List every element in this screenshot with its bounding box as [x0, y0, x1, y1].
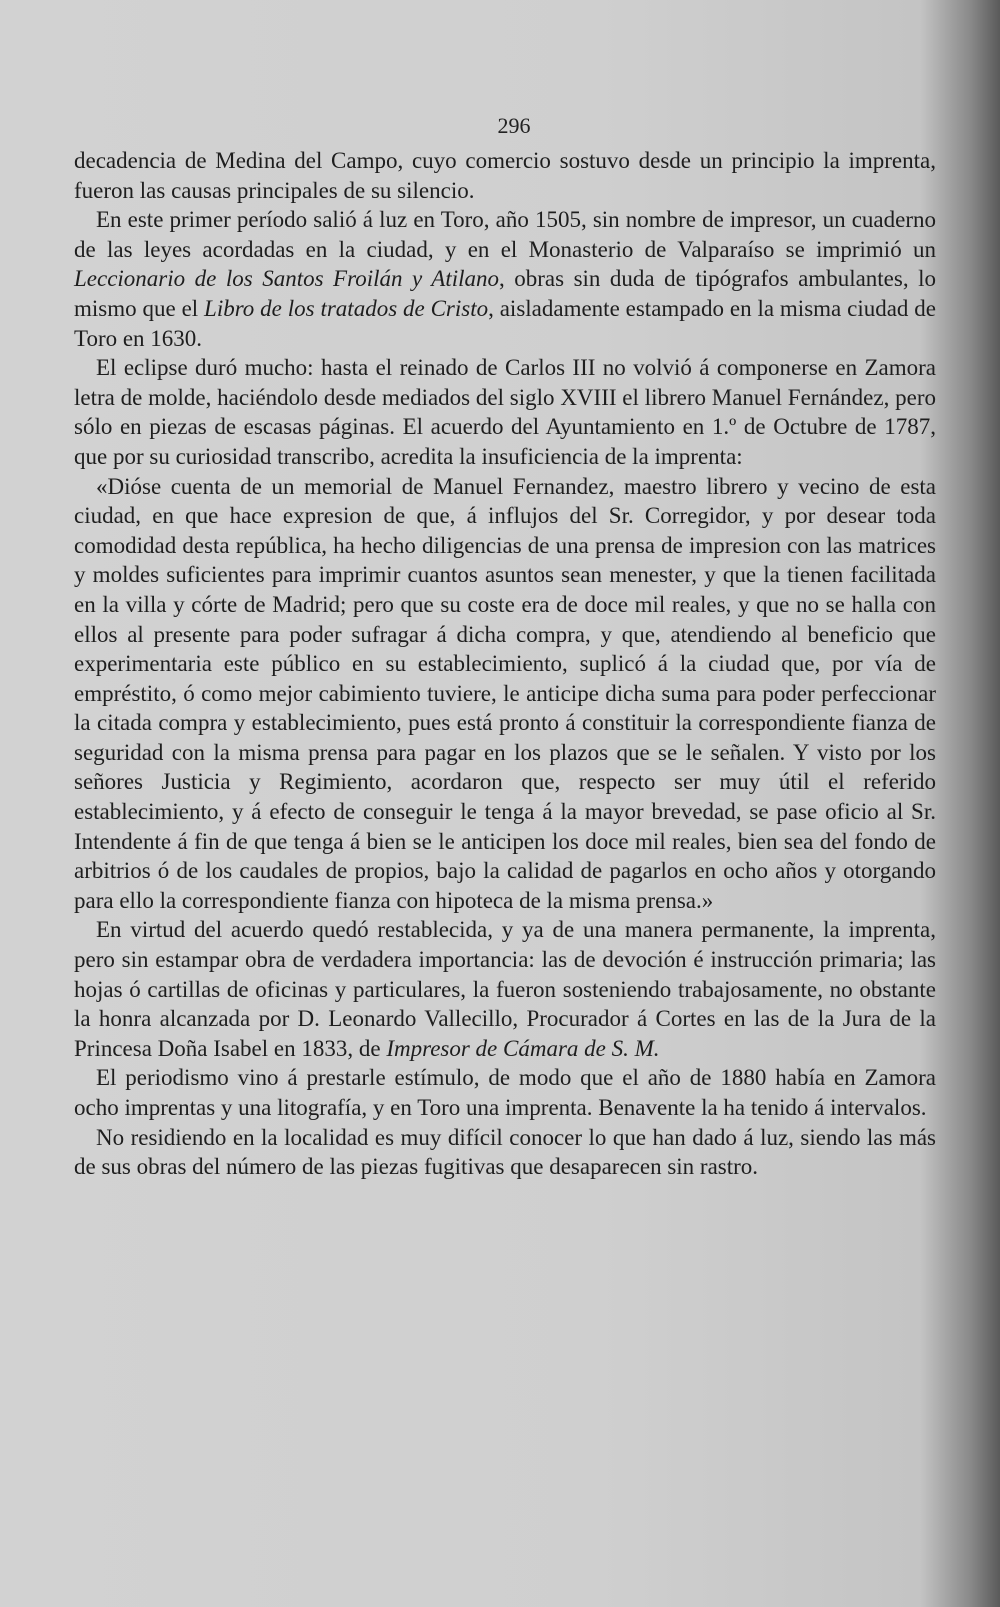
paragraph-2: En este primer período salió á luz en Toro, año 1505, sin nombre de impresor, un cuaderno de las leyes acordadas en la ciudad, y en el Monasterio de Valparaíso se imprimió un Leccionario de los Santos Froilán y Atilano, obras sin duda de tipógrafos ambulantes, lo mismo que el Libro de los tratados de Cristo, aisladamente estampado en la misma ciudad de Toro en 1630. — [74, 207, 936, 351]
paragraph-6: El periodismo vino á prestarle estímulo, de modo que el año de 1880 había en Zamora ocho imprentas y una litografía, y en Toro una imprenta. Benavente la ha tenido á intervalos. — [74, 1065, 936, 1120]
paragraph-3: El eclipse duró mucho: hasta el reinado de Carlos III no volvió á componerse en Zamora letra de molde, haciéndolo desde mediados del siglo XVIII el librero Manuel Fernández, pero sólo en piezas de escasas páginas. El acuerdo del Ayuntamiento en 1.º de Octubre de 1787, que por su curiosidad transcribo, acredita la insuficiencia de la imprenta: — [74, 355, 936, 469]
paragraph-7: No residiendo en la localidad es muy difícil conocer lo que han dado á luz, siendo las más de sus obras del número de las piezas fugitivas que desaparecen sin rastro. — [74, 1124, 936, 1180]
body-text — [74, 146, 936, 1182]
century-numeral: XVIII — [560, 384, 617, 410]
title-leccionario: Leccionario de los Santos Froilán y Atilano — [74, 266, 499, 292]
paragraph-quote: «Dióse cuenta de un memorial de Manuel Fernandez, maestro librero y vecino de esta ciudad, en que hace expresion de que, á influjos del Sr. Corregidor, y por desear toda comodidad desta república, ha hecho diligencias de una prensa de impresion con las matrices y moldes suficientes para imprimir cuantos asuntos sean menester, y que la tienen facilitada en la villa y córte de Madrid; pero que su coste era de doce mil reales, y que no se halla con ellos al presente para poder sufragar á dicha compra, y que, atendiendo al beneficio que experimentaria este público en su establecimiento, suplicó á la ciudad que, por vía de empréstito, ó como mejor cabimiento tuviere, le anticipe dicha suma para poder perfeccionar la citada compra y establecimiento, pues está pronto á constituir la correspondiente fianza de seguridad con la misma prensa para pagar en los plazos que se le señalen. Y visto por los señores Justicia y Regimiento, acordaron que, respecto ser muy útil el referido establecimiento, y á efecto de conseguir le tenga á la mayor brevedad, se pase oficio al Sr. Intendente á fin de que tenga á bien se le anticipen los doce mil reales, bien sea del fondo de arbitrios ó de los caudales de propios, bajo la calidad de pagarlos en ocho años y otorgando para ello la correspondiente fianza con hipoteca de la misma prensa.» — [74, 473, 936, 913]
title-impresor: Impresor de Cámara de S. M. — [386, 1035, 660, 1061]
title-libro-tratados: Libro de los tratados de Cristo — [204, 295, 489, 321]
page-number: 296 — [497, 113, 531, 138]
paragraph-5: En virtud del acuerdo quedó restablecida, y ya de una manera permanente, la imprenta, pero sin estampar obra de verdadera importancia: las de devoción é instrucción primaria; las hojas ó cartillas de oficinas y particulares, la fueron sosteniendo trabajosamente, no obstante la honra alcanzada por D. Leonardo Vallecillo, Procurador á Cortes en las de la Jura de la Princesa Doña Isabel en 1833, de Impresor de Cámara de S. M. — [74, 917, 936, 1061]
paragraph-1: decadencia de Medina del Campo, cuyo comercio sostuvo desde un principio la imprenta, fueron las causas principales de su silencio. — [74, 148, 936, 203]
